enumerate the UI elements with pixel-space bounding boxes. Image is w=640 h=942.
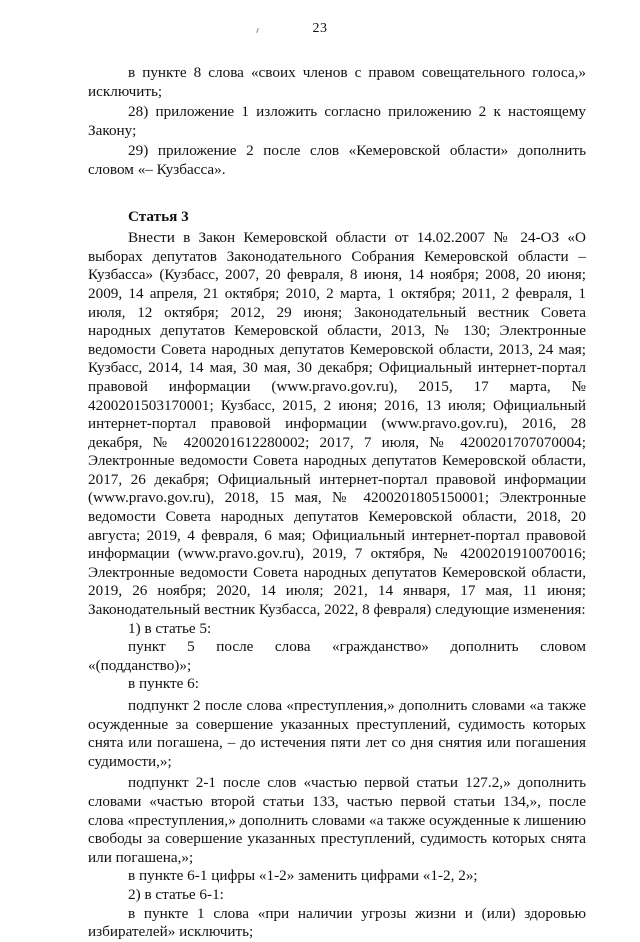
paragraph-point-5: пункт 5 после слова «гражданство» дополнить словом «(подданство)»; bbox=[88, 638, 586, 674]
paragraph-article-5: 1) в статье 5: bbox=[128, 619, 212, 637]
paragraph-article-6-1: 2) в статье 6-1: bbox=[128, 885, 224, 903]
paragraph-subpoint-2: подпункт 2 после слова «преступления,» дополнить словами «а также осужденные за совершение указанных преступлений, судимость которых снята или погашена, – до истечения пяти лет со дня снятия или погашения судимости,»; bbox=[88, 697, 586, 770]
paragraph-item-28: 28) приложение 1 изложить согласно приложению 2 к настоящему Закону; bbox=[88, 103, 586, 139]
document-body bbox=[88, 64, 586, 942]
paragraph-item-8: в пункте 8 слова «своих членов с правом совещательного голоса,» исключить; bbox=[88, 64, 586, 100]
article-heading: Статья 3 bbox=[128, 207, 189, 225]
paragraph-item-29: 29) приложение 2 после слов «Кемеровской области» дополнить словом «– Кузбасса». bbox=[88, 142, 586, 178]
article-intro-paragraph: Внести в Закон Кемеровской области от 14.02.2007 № 24-ОЗ «О выборах депутатов Законодательного Собрания Кемеровской области – Кузбасса» (Кузбасс, 2007, 20 февраля, 8 июня, 14 ноября; 2008, 20 июня; 2009, 14 апреля, 21 октября; 2010, 2 марта, 1 октября; 2011, 2 февраля, 1 июля, 12 октября; 2012, 29 июня; Законодательный вестник Совета народных депутатов Кемеровской области, 2013, № 130; Электронные ведомости Совета народных депутатов Кемеровской области, 2013, 24 мая; Кузбасс, 2014, 14 мая, 30 мая, 30 декабря; Официальный интернет-портал правовой информации (www.pravo.gov.ru), 2015, 17 марта, № 4200201503170001; Кузбасс, 2015, 2 июня; 2016, 13 июля; Официальный интернет-портал правовой информации (www.pravo.gov.ru), 2016, 28 декабря, № 4200201612280002; 2017, 7 июля, № 4200201707070004; Электронные ведомости Совета народных депутатов Кемеровской области, 2017, 26 декабря; Официальный интернет-портал правовой информации (www.pravo.gov.ru), 2018, 15 мая, № 4200201805150001; Электронные ведомости Совета народных депутатов Кемеровской области, 2018, 20 августа; 2019, 4 февраля, 6 мая; Официальный интернет-портал правовой информации (www.pravo.gov.ru), 2019, 7 октября, № 4200201910070016; Электронные ведомости Совета народных депутатов Кемеровской области, 2019, 26 ноября; 2020, 14 июля; 2021, 14 января, 17 мая, 11 июня; Законодательный вестник Кузбасса, 2022, 8 февраля) следующие изменения: bbox=[88, 229, 586, 619]
page-number: 23 bbox=[312, 21, 328, 36]
paragraph-point-6: в пункте 6: bbox=[128, 675, 199, 693]
paragraph-point-6-1: в пункте 6-1 цифры «1-2» заменить цифрами «1-2, 2»; bbox=[128, 867, 478, 885]
paragraph-point-1: в пункте 1 слова «при наличии угрозы жизни и (или) здоровью избирателей» исключить; bbox=[88, 904, 586, 941]
paragraph-subpoint-2-1: подпункт 2-1 после слов «частью первой статьи 127.2,» дополнить словами «частью второй статьи 133, частью первой статьи 134,», после слова «преступления,» дополнить словами «а также осужденные к лишению свободы за совершение указанных преступлений, судимость которых снята или погашена,»; bbox=[88, 774, 586, 866]
